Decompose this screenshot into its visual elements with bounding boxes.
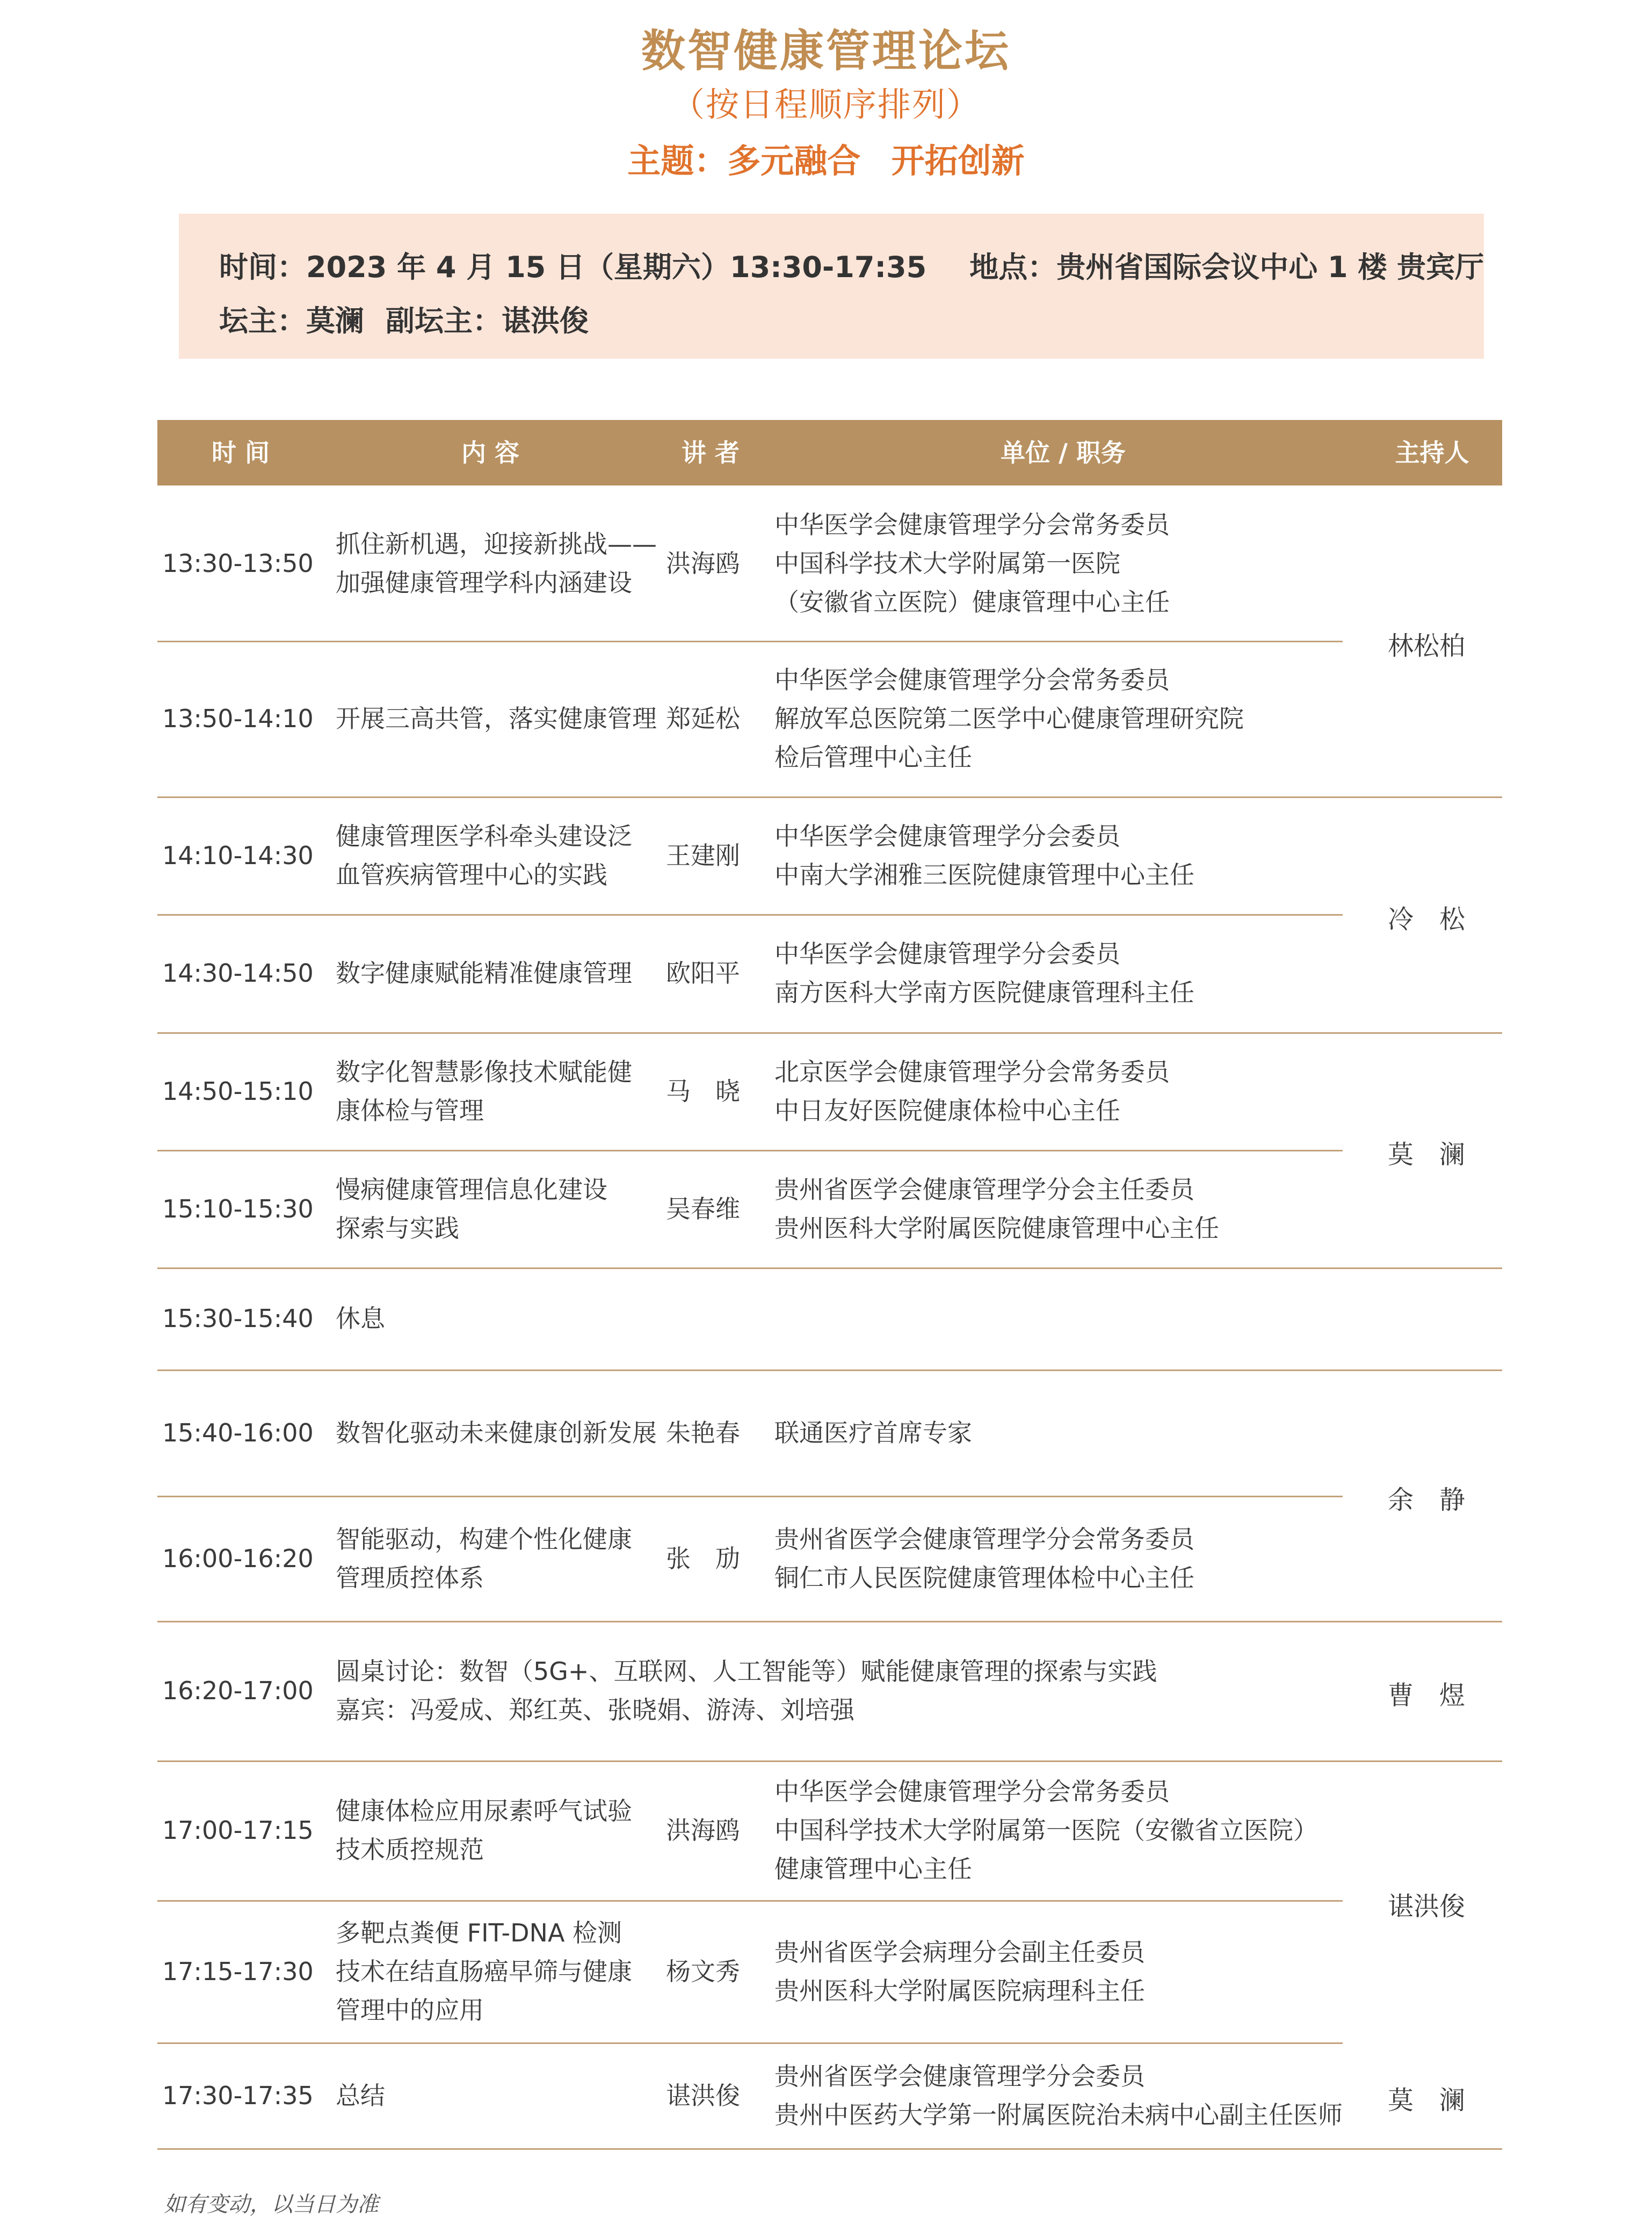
row-speaker: 谌洪俊 (666, 2081, 740, 2110)
content-line: 圆桌讨论：数智（5G+、互联网、人工智能等）赋能健康管理的探索与实践 (336, 1657, 1157, 1686)
unit-line: 中华医学会健康管理学分会常务委员 (774, 665, 1170, 694)
unit-line: 贵州省医学会健康管理学分会常务委员 (774, 1524, 1194, 1554)
row-unit (774, 505, 1170, 621)
row-divider (157, 1150, 1343, 1151)
row-content (336, 1414, 657, 1452)
content-line: 健康管理医学科牵头建设泛 (336, 821, 632, 851)
content-line: 休息 (336, 1304, 385, 1333)
content-line: 数字健康赋能精准健康管理 (336, 959, 632, 988)
row-content (336, 699, 657, 738)
content-line: 智能驱动，构建个性化健康 (336, 1524, 632, 1554)
row-time: 13:50-14:10 (162, 704, 314, 733)
row-speaker: 朱艳春 (666, 1418, 740, 1447)
unit-line: 贵州医科大学附属医院健康管理中心主任 (774, 1213, 1219, 1243)
row-time: 17:15-17:30 (162, 1956, 314, 1986)
row-divider (157, 1032, 1502, 1034)
page-title: 数智健康管理论坛 (641, 26, 1011, 77)
row-time: 15:40-16:00 (162, 1418, 314, 1447)
row-unit (774, 934, 1194, 1012)
row-host: 谌洪俊 (1387, 1891, 1465, 1922)
row-content (336, 1170, 607, 1248)
row-host: 余 静 (1387, 1485, 1465, 1515)
content-line: 探索与实践 (336, 1213, 459, 1243)
header-host: 主持人 (1395, 438, 1469, 467)
row-content (336, 954, 632, 992)
unit-line: 解放军总医院第二医学中心健康管理研究院 (774, 704, 1244, 733)
unit-line: 贵州省医学会病理分会副主任委员 (774, 1937, 1145, 1967)
header-time: 时 间 (211, 438, 270, 467)
row-unit (774, 661, 1244, 777)
row-unit (774, 1414, 972, 1452)
content-line: 管理中的应用 (336, 1995, 484, 2025)
row-time: 15:30-15:40 (162, 1304, 314, 1333)
row-speaker: 洪海鸥 (666, 1816, 740, 1845)
info-place: 地点：贵州省国际会议中心 1 楼 贵宾厅 (969, 250, 1484, 284)
unit-line: 南方医科大学南方医院健康管理科主任 (774, 978, 1194, 1007)
row-content (336, 1792, 632, 1869)
info-vice-chair: 副坛主：谌洪俊 (386, 304, 589, 338)
unit-line: 中华医学会健康管理学分会委员 (774, 939, 1120, 968)
row-content (336, 1299, 385, 1338)
unit-line: 中国科学技术大学附属第一医院（安徽省立医院） (774, 1816, 1318, 1845)
row-divider (157, 1369, 1502, 1371)
content-line: 加强健康管理学科内涵建设 (336, 568, 632, 597)
theme-label: 主题：多元融合 (627, 141, 861, 180)
row-speaker: 张 劢 (666, 1543, 740, 1573)
info-chair: 坛主：莫澜 (219, 304, 364, 338)
row-divider (157, 1900, 1343, 1902)
row-content (336, 1520, 632, 1597)
unit-line: 中日友好医院健康体检中心主任 (774, 1096, 1120, 1125)
row-content (336, 817, 632, 894)
row-content (336, 1053, 632, 1130)
row-unit (774, 817, 1194, 894)
row-divider (157, 2042, 1343, 2044)
content-line: 嘉宾：冯爱成、郑红英、张晓娟、游涛、刘培强 (336, 1695, 854, 1724)
unit-line: 北京医学会健康管理学分会常务委员 (774, 1057, 1170, 1086)
row-host: 林松柏 (1387, 630, 1465, 661)
row-divider (157, 1621, 1502, 1622)
row-time: 14:10-14:30 (162, 840, 314, 870)
unit-line: 中华医学会健康管理学分会委员 (774, 821, 1120, 851)
row-time: 14:50-15:10 (162, 1076, 314, 1106)
row-unit (774, 1170, 1219, 1248)
table-header (157, 420, 1502, 485)
unit-line: 中国科学技术大学附属第一医院 (774, 548, 1120, 578)
row-time: 14:30-14:50 (162, 959, 314, 988)
content-line: 数智化驱动未来健康创新发展 (336, 1418, 657, 1447)
row-content (336, 525, 657, 602)
theme-rest: 开拓创新 (891, 141, 1025, 180)
row-time: 15:10-15:30 (162, 1194, 314, 1223)
footnote: 如有变动，以当日为准 (164, 2192, 379, 2217)
content-line: 慢病健康管理信息化建设 (336, 1175, 607, 1204)
content-line: 多靶点粪便 FIT-DNA 检测 (336, 1918, 622, 1947)
unit-line: 检后管理中心主任 (774, 743, 972, 772)
row-unit (774, 1933, 1145, 2010)
row-speaker: 王建刚 (666, 840, 740, 870)
row-time: 13:30-13:50 (162, 548, 314, 578)
row-speaker: 郑延松 (666, 704, 740, 733)
row-divider (157, 1267, 1502, 1269)
row-speaker: 杨文秀 (666, 1956, 740, 1986)
row-unit (774, 1053, 1170, 1130)
content-line: 健康体检应用尿素呼气试验 (336, 1796, 632, 1825)
unit-line: 铜仁市人民医院健康管理体检中心主任 (774, 1563, 1194, 1592)
row-speaker: 洪海鸥 (666, 548, 740, 578)
content-line: 总结 (336, 2081, 385, 2110)
unit-line: 贵州中医药大学第一附属医院治未病中心副主任医师 (774, 2100, 1343, 2129)
row-time: 16:20-17:00 (162, 1676, 314, 1705)
row-divider (157, 796, 1502, 798)
row-host: 莫 澜 (1387, 2085, 1465, 2115)
header-speaker: 讲 者 (681, 438, 740, 467)
unit-line: 贵州省医学会健康管理学分会主任委员 (774, 1175, 1194, 1204)
header-unit: 单位 / 职务 (1001, 438, 1126, 467)
unit-line: 联通医疗首席专家 (774, 1418, 972, 1447)
unit-line: 中华医学会健康管理学分会常务委员 (774, 1777, 1170, 1806)
row-content (336, 1652, 1157, 1729)
row-time: 17:30-17:35 (162, 2081, 314, 2110)
row-unit (774, 1772, 1318, 1888)
unit-line: 贵州省医学会健康管理学分会委员 (774, 2061, 1145, 2091)
content-line: 技术质控规范 (336, 1835, 484, 1864)
info-time: 时间：2023 年 4 月 15 日（星期六）13:30-17:35 (219, 250, 927, 284)
page-subtitle: （按日程顺序排列） (671, 85, 981, 124)
unit-line: 健康管理中心主任 (774, 1854, 972, 1883)
content-line: 管理质控体系 (336, 1563, 484, 1592)
row-divider (157, 914, 1343, 916)
row-content (336, 2076, 385, 2115)
row-divider (157, 641, 1343, 642)
row-host: 曹 煜 (1387, 1680, 1465, 1711)
theme-line (0, 134, 1652, 182)
row-unit (774, 2057, 1343, 2134)
content-line: 技术在结直肠癌早筛与健康 (336, 1956, 632, 1986)
unit-line: 中华医学会健康管理学分会常务委员 (774, 510, 1170, 539)
info-box (179, 214, 1484, 359)
unit-line: 贵州医科大学附属医院病理科主任 (774, 1976, 1145, 2005)
content-line: 开展三高共管，落实健康管理 (336, 704, 657, 733)
content-line: 血管疾病管理中心的实践 (336, 860, 607, 889)
header-content: 内 容 (461, 438, 519, 467)
row-host: 冷 松 (1387, 904, 1465, 934)
row-speaker: 吴春维 (666, 1194, 740, 1223)
row-divider (157, 1760, 1502, 1762)
unit-line: （安徽省立医院）健康管理中心主任 (774, 587, 1170, 617)
content-line: 抓住新机遇，迎接新挑战—— (336, 529, 657, 559)
row-divider (157, 2148, 1502, 2150)
content-line: 康体检与管理 (336, 1096, 484, 1125)
row-unit (774, 1520, 1194, 1597)
unit-line: 中南大学湘雅三医院健康管理中心主任 (774, 860, 1194, 889)
row-speaker: 马 晓 (666, 1076, 740, 1106)
row-divider (157, 1496, 1343, 1497)
row-content (336, 1914, 632, 2030)
row-time: 17:00-17:15 (162, 1816, 314, 1845)
row-time: 16:00-16:20 (162, 1543, 314, 1573)
content-line: 数字化智慧影像技术赋能健 (336, 1057, 632, 1086)
row-speaker: 欧阳平 (666, 959, 740, 988)
row-host: 莫 澜 (1387, 1140, 1465, 1170)
